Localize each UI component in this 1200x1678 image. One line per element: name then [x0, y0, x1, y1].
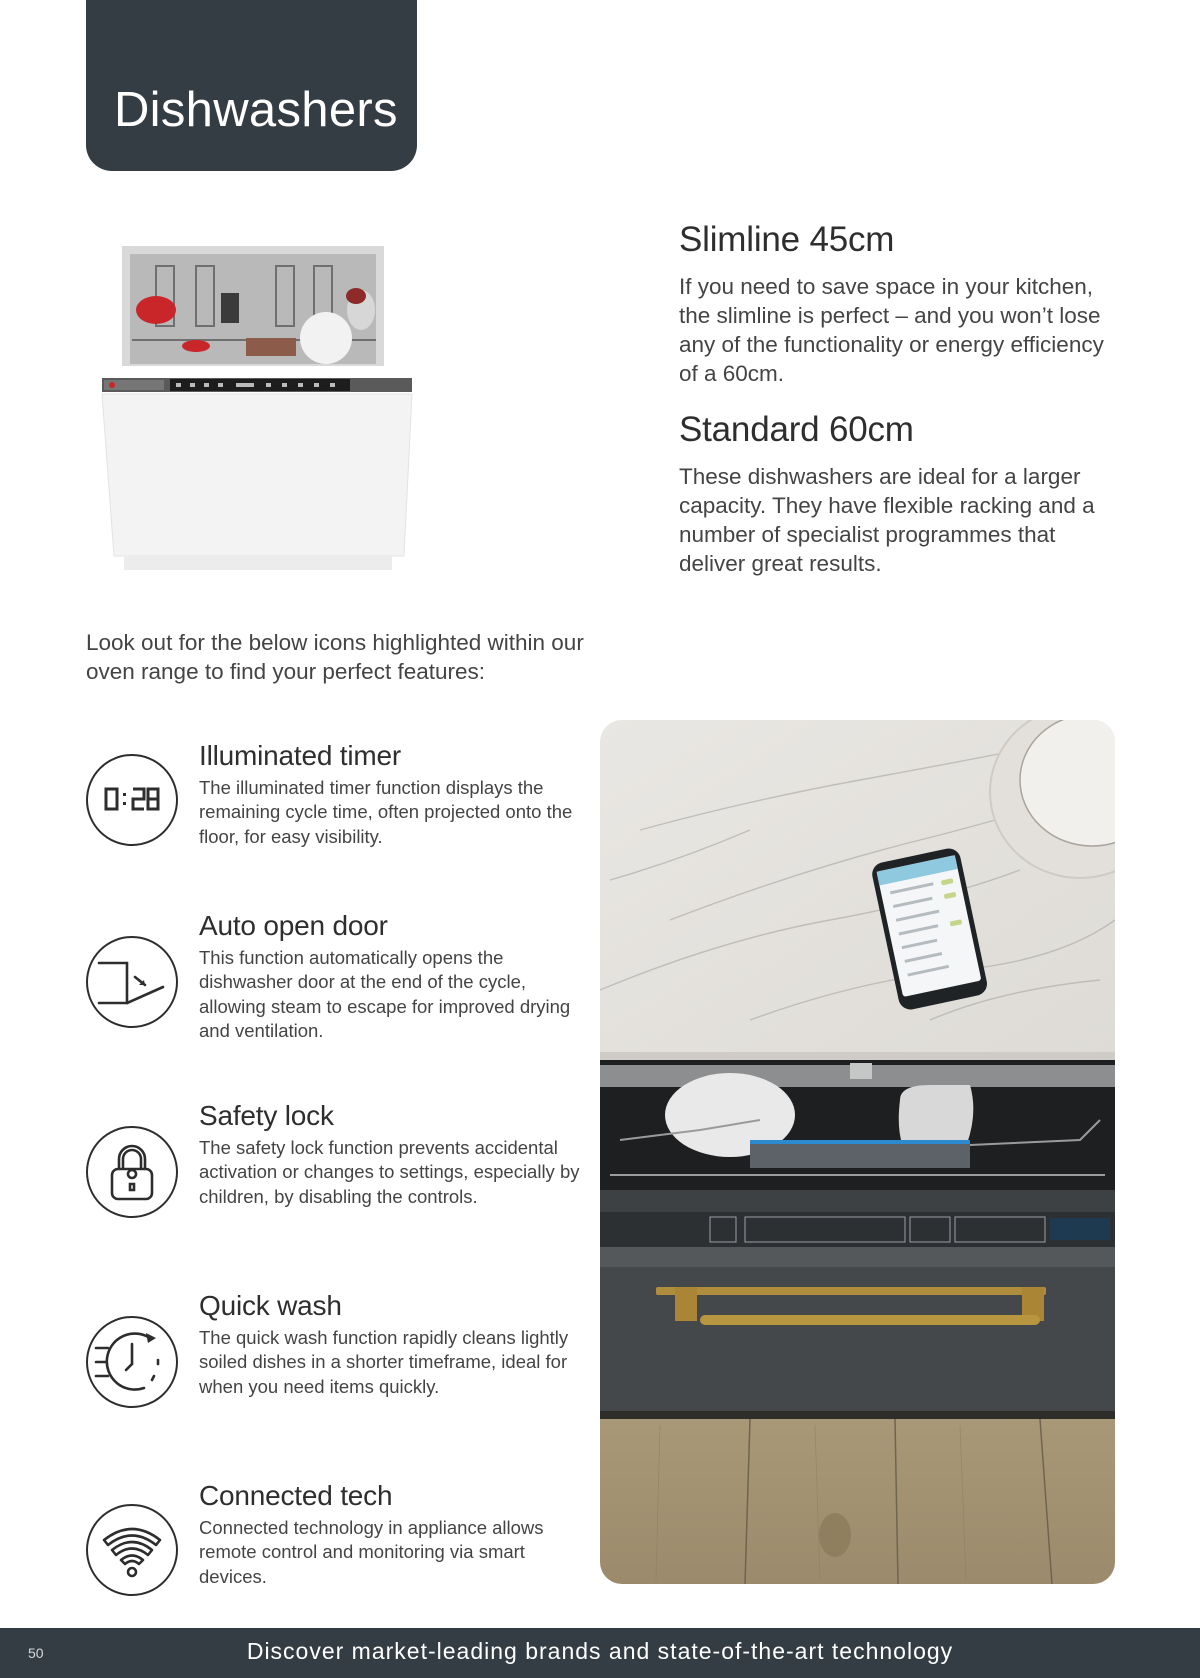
feature-title: Safety lock [199, 1100, 334, 1131]
lifestyle-photo [600, 720, 1115, 1584]
standard-description: These dishwashers are ideal for a larger capacity. They have flexible racking and a number of specialist programmes that deliver great results. [679, 464, 1095, 576]
slimline-description: If you need to save space in your kitchen, the slimline is perfect – and you won’t lose any of the functionality or energy efficiency of a 60cm. [679, 274, 1104, 386]
product-image-dishwasher [86, 228, 426, 583]
wifi-icon [86, 1504, 178, 1596]
padlock-icon [86, 1126, 178, 1218]
standard-heading: Standard 60cm [679, 410, 914, 449]
feature-description: This function automatically opens the dishwasher door at the end of the cycle, allowing steam to escape for improved drying and ventilation. [199, 947, 571, 1041]
feature-title: Connected tech [199, 1480, 393, 1511]
page-footer [0, 1628, 1200, 1678]
feature-title: Illuminated timer [199, 740, 402, 771]
icons-lead-text: Look out for the below icons highlighted within our oven range to find your perfect features: [86, 630, 584, 684]
intro-column [679, 220, 1119, 600]
slimline-heading: Slimline 45cm [679, 220, 895, 259]
feature-title: Auto open door [199, 910, 388, 941]
page-number: 50 [28, 1645, 44, 1661]
auto-open-door-icon [86, 936, 178, 1028]
footer-tagline: Discover market-leading brands and state-of-the-art technology [246, 1638, 954, 1664]
section-header-tab [86, 0, 417, 171]
feature-description: The quick wash function rapidly cleans lightly soiled dishes in a shorter timeframe, ideal for when you need items quickly. [199, 1327, 569, 1397]
feature-title: Quick wash [199, 1290, 342, 1321]
page-title: Dishwashers [114, 83, 398, 137]
feature-description: The illuminated timer function displays the remaining cycle time, often projected onto the floor, for easy visibility. [199, 777, 573, 847]
quick-wash-clock-icon [86, 1316, 178, 1408]
feature-description: Connected technology in appliance allows remote control and monitoring via smart devices. [199, 1517, 544, 1587]
feature-description: The safety lock function prevents accidental activation or changes to settings, especially by children, by disabling the controls. [199, 1137, 580, 1207]
illuminated-timer-icon [86, 754, 178, 846]
